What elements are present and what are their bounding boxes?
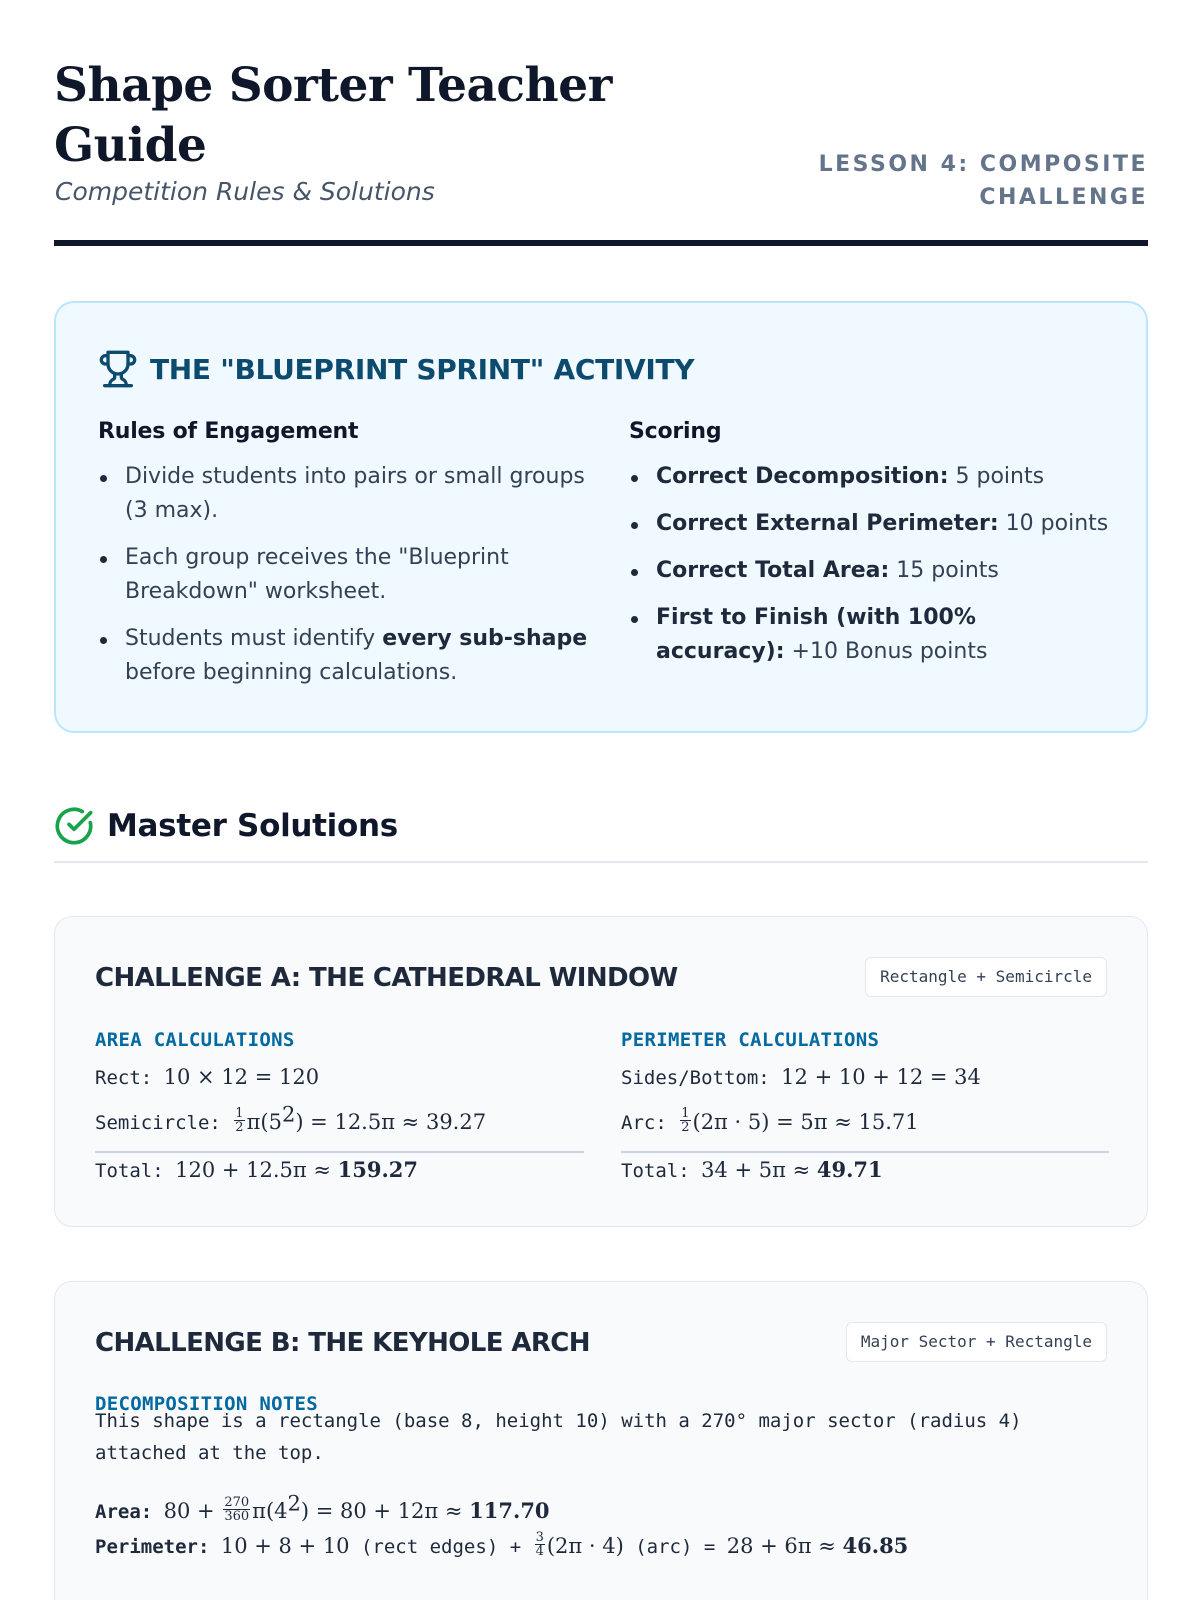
challenge-b-card (54, 1281, 1148, 1600)
scoring-item: Correct Total Area: 15 points (629, 554, 1109, 588)
perimeter-total-divider (621, 1151, 1109, 1153)
page-title: Shape Sorter Teacher Guide (54, 58, 612, 173)
area-heading: AREA CALCULATIONS (95, 1029, 295, 1051)
scoring-item: Correct Decomposition: 5 points (629, 460, 1109, 494)
page-subtitle: Competition Rules & Solutions (55, 177, 435, 206)
scoring-item: First to Finish (with 100% accuracy): +10 Bonus points (629, 601, 1109, 669)
area-rect-line: Rect: 10 × 12 = 120 (95, 1065, 320, 1089)
challenge-b-tag: Major Sector + Rectangle (846, 1322, 1107, 1362)
keyhole-perimeter-line: Perimeter: 10 + 8 + 10 (rect edges) + $\frac{3}{4}$ (2π · 4) (arc) = 28 + 6π ≈ 46.85 (95, 1530, 909, 1559)
rules-heading: Rules of Engagement (98, 419, 359, 444)
solutions-title: Master Solutions (107, 808, 398, 844)
activity-heading (98, 349, 694, 389)
scoring-column (629, 419, 1109, 682)
scoring-item: Correct External Perimeter: 10 points (629, 507, 1109, 541)
scoring-heading: Scoring (629, 419, 722, 444)
activity-panel (54, 301, 1148, 733)
rule-item: Students must identify every sub-shape before beginning calculations. (98, 622, 588, 690)
check-circle-icon (54, 806, 94, 846)
area-total-line: Total: 120 + 12.5π ≈ 159.27 (95, 1157, 419, 1182)
rules-column (98, 419, 588, 703)
trophy-icon (98, 349, 138, 389)
decomposition-heading: DECOMPOSITION NOTES (95, 1393, 319, 1415)
area-total-divider (95, 1151, 584, 1153)
perimeter-sides-line: Sides/Bottom: 12 + 10 + 12 = 34 (621, 1065, 981, 1089)
keyhole-area-line: Area: 80 + $\frac{270}{360}$ π(42) = 80 + 12π ≈ 117.70 (95, 1491, 550, 1524)
challenge-a-title: CHALLENGE A: THE CATHEDRAL WINDOW (95, 963, 678, 993)
area-semicircle-line: Semicircle: $\frac{1}{2}$ π(52) = 12.5π ≈ 39.27 (95, 1102, 487, 1135)
page-header (54, 56, 1148, 246)
perimeter-total-line: Total: 34 + 5π ≈ 49.71 (621, 1157, 883, 1182)
solutions-divider (54, 861, 1148, 863)
perimeter-heading: PERIMETER CALCULATIONS (621, 1029, 880, 1051)
challenge-a-tag: Rectangle + Semicircle (865, 957, 1107, 997)
header-divider (54, 240, 1148, 246)
challenge-b-title: CHALLENGE B: THE KEYHOLE ARCH (95, 1328, 590, 1358)
challenge-a-card (54, 916, 1148, 1227)
decomposition-notes: This shape is a rectangle (base 8, height 10) with a 270° major sector (radius 4) attached at the top. (95, 1410, 1022, 1464)
solutions-heading (54, 804, 398, 848)
rules-list (98, 460, 588, 690)
scoring-list (629, 460, 1109, 669)
activity-title: THE "BLUEPRINT SPRINT" ACTIVITY (150, 352, 695, 386)
rule-item: Each group receives the "Blueprint Breakdown" worksheet. (98, 541, 588, 609)
perimeter-arc-line: Arc: $\frac{1}{2}$ (2π · 5) = 5π ≈ 15.71 (621, 1106, 919, 1135)
rule-item: Divide students into pairs or small groups (3 max). (98, 460, 588, 528)
lesson-label: LESSON 4: COMPOSITE CHALLENGE (818, 152, 1148, 210)
